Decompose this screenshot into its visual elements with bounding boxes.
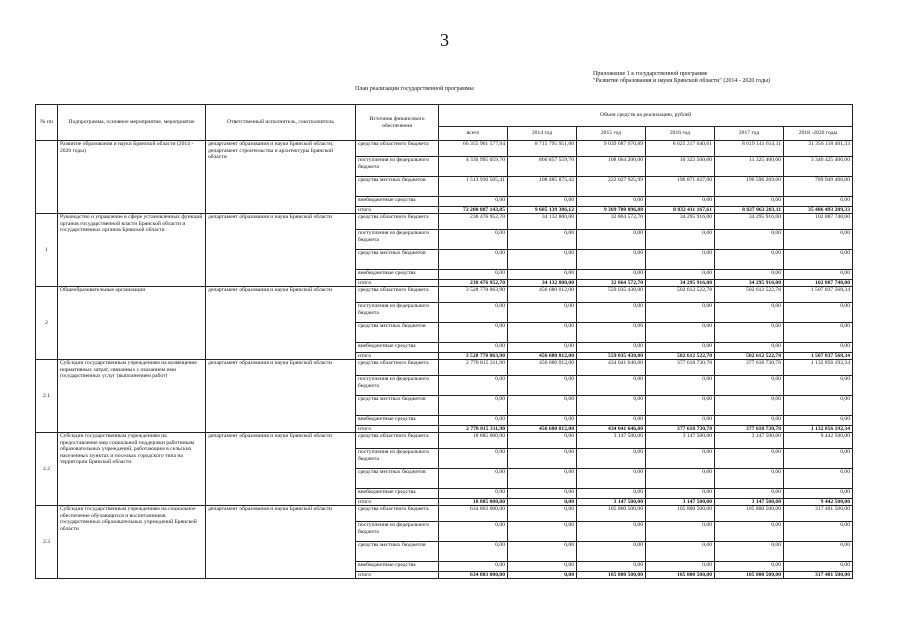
header-year-2017: 2017 год [715,127,784,141]
amount-cell: 18 885 000,00 [439,433,508,449]
amount-cell: 0,00 [439,469,508,489]
amount-cell: 0,00 [646,376,715,396]
amount-cell: 0,00 [439,562,508,572]
amount-cell: 3 147 500,00 [715,499,784,506]
amount-cell: 0,00 [577,396,646,416]
amount-cell: 0,00 [646,489,715,499]
amount-cell: 34 295 916,00 [646,214,715,230]
amount-cell: 0,00 [715,469,784,489]
amount-cell: 0,00 [577,343,646,353]
table-row [36,506,853,522]
amount-cell: 0,00 [577,376,646,396]
amount-cell: 317 401 500,00 [784,572,853,579]
amount-cell: 0,00 [646,303,715,323]
amount-cell: 10 322 500,00 [646,157,715,177]
amount-cell: 0,00 [784,250,853,270]
amount-cell: 0,00 [715,197,784,207]
amount-cell: 0,00 [784,343,853,353]
plan-table-body [36,141,853,579]
amount-cell: 434 041 646,00 [577,360,646,376]
amount-cell: 105 800 500,00 [577,506,646,522]
amount-cell: 0,00 [715,303,784,323]
funding-source: средства местных бюджетов [356,250,439,270]
amount-cell: 559 035 438,00 [577,287,646,303]
amount-cell: 3 528 778 063,90 [439,287,508,303]
amount-cell: 0,00 [439,303,508,323]
amount-cell: 32 864 572,70 [577,214,646,230]
plan-table [35,104,853,579]
amount-cell: 456 680 012,00 [508,287,577,303]
funding-source: внебюджетные средства [356,197,439,207]
amount-cell: 502 612 522,78 [715,353,784,360]
amount-cell: 0,00 [715,376,784,396]
funding-source: поступления из федерального бюджета [356,449,439,469]
amount-cell: 0,00 [439,270,508,280]
amount-cell: 32 864 572,70 [577,280,646,287]
amount-cell: 3 147 500,00 [715,433,784,449]
amount-cell: 0,00 [715,542,784,562]
funding-source: итого [356,353,439,360]
funding-source: средства областного бюджета [356,214,439,230]
measure-name: Субсидии государственным учреждениям на социальное обеспечение обучающихся и воспитанников государственных образовательных учреждений Брянской области [58,506,206,579]
amount-cell: 0,00 [715,270,784,280]
amount-cell: 1 132 856 192,34 [784,426,853,433]
executor: департамент образования и науки Брянской области, департамент строительства и архитектуры Брянской области [206,141,356,214]
amount-cell: 0,00 [508,572,577,579]
amount-cell: 377 618 730,78 [715,426,784,433]
amount-cell: 9 369 780 096,88 [577,207,646,214]
amount-cell: 0,00 [715,562,784,572]
row-number: 1 [36,214,58,287]
amount-cell: 634 803 000,00 [439,572,508,579]
amount-cell: 0,00 [784,562,853,572]
funding-source: средства областного бюджета [356,506,439,522]
appendix-line-1: Приложение 1 к государственной программе [593,71,708,77]
amount-cell: 3 147 500,00 [577,433,646,449]
header-num: № пп [36,105,58,141]
funding-source: итого [356,280,439,287]
amount-cell: 8 619 141 614,11 [715,141,784,157]
funding-source: итого [356,207,439,214]
appendix-note [593,71,770,85]
amount-cell: 0,00 [784,197,853,207]
amount-cell: 105 800 500,00 [646,572,715,579]
amount-cell: 0,00 [784,270,853,280]
amount-cell: 0,00 [577,197,646,207]
table-row [36,433,853,449]
funding-source: итого [356,572,439,579]
amount-cell: 0,00 [508,469,577,489]
amount-cell: 34 295 916,00 [646,280,715,287]
amount-cell: 0,00 [646,230,715,250]
amount-cell: 0,00 [577,416,646,426]
amount-cell: 1 513 930 505,41 [439,177,508,197]
measure-name: Развитие образования и науки Брянской области (2014 - 2020 годы) [58,141,206,214]
funding-source: поступления из федерального бюджета [356,303,439,323]
header-year-2016: 2016 год [646,127,715,141]
amount-cell: 196 596 269,00 [715,177,784,197]
amount-cell: 0,00 [646,522,715,542]
amount-cell: 0,00 [439,396,508,416]
header-year-total: всего [439,127,508,141]
amount-cell: 0,00 [646,323,715,343]
amount-cell: 0,00 [715,250,784,270]
amount-cell: 0,00 [508,542,577,562]
funding-source: внебюджетные средства [356,562,439,572]
amount-cell: 0,00 [439,230,508,250]
amount-cell: 2 778 815 311,90 [439,360,508,376]
amount-cell: 11 325 400,00 [715,157,784,177]
plan-title: План реализации государственной программы [355,86,474,92]
amount-cell: 377 618 730,78 [715,360,784,376]
funding-source: средства местных бюджетов [356,469,439,489]
amount-cell: 0,00 [715,396,784,416]
funding-source: поступления из федерального бюджета [356,230,439,250]
amount-cell: 0,00 [784,489,853,499]
amount-cell: 3 147 500,00 [646,433,715,449]
amount-cell: 0,00 [508,270,577,280]
amount-cell: 8 827 063 283,11 [715,207,784,214]
amount-cell: 0,00 [508,506,577,522]
amount-cell: 0,00 [577,270,646,280]
row-number: 2 [36,287,58,360]
amount-cell: 0,00 [577,489,646,499]
amount-cell: 0,00 [577,542,646,562]
amount-cell: 502 612 522,78 [715,287,784,303]
amount-cell: 0,00 [715,323,784,343]
amount-cell: 0,00 [784,449,853,469]
amount-cell: 0,00 [715,230,784,250]
amount-cell: 3 528 778 063,90 [439,353,508,360]
amount-cell: 0,00 [784,396,853,416]
amount-cell: 0,00 [439,343,508,353]
amount-cell: 789 949 408,00 [784,177,853,197]
amount-cell: 8 832 411 167,61 [646,207,715,214]
amount-cell: 860 857 559,70 [508,157,577,177]
measure-name: Руководство и управление в сфере установленных функций органов государственной власти Брянской области и государственных органов Брянской области [58,214,206,287]
amount-cell: 0,00 [577,449,646,469]
page-number: 3 [440,30,449,50]
amount-cell: 0,00 [577,250,646,270]
row-number: 2.3 [36,506,58,579]
amount-cell: 0,00 [508,250,577,270]
amount-cell: 1 507 837 568,34 [784,353,853,360]
amount-cell: 0,00 [577,562,646,572]
amount-cell: 31 356 118 401,33 [784,141,853,157]
amount-cell: 0,00 [577,469,646,489]
header-year-2018-2020: 2018 -2020 годы [784,127,853,141]
funding-source: поступления из федерального бюджета [356,376,439,396]
amount-cell: 3 147 500,00 [577,499,646,506]
amount-cell: 9 442 500,00 [784,499,853,506]
funding-source: средства местных бюджетов [356,396,439,416]
amount-cell: 196 871 027,00 [646,177,715,197]
amount-cell: 0,00 [784,230,853,250]
amount-cell: 102 887 748,00 [784,214,853,230]
amount-cell: 0,00 [508,343,577,353]
amount-cell: 8 715 795 951,00 [508,141,577,157]
amount-cell: 2 778 815 311,90 [439,426,508,433]
funding-source: итого [356,499,439,506]
amount-cell: 0,00 [784,416,853,426]
funding-source: средства областного бюджета [356,287,439,303]
amount-cell: 456 680 012,00 [508,360,577,376]
amount-cell: 0,00 [715,416,784,426]
amount-cell: 35 486 493 209,33 [784,207,853,214]
table-row [36,141,853,157]
amount-cell: 0,00 [715,489,784,499]
amount-cell: 456 680 012,00 [508,353,577,360]
funding-source: средства местных бюджетов [356,177,439,197]
amount-cell: 0,00 [439,542,508,562]
measure-name: Субсидии государственным учреждениям на предоставление мер социальной поддержки работникам образовательных учреждений, работающим в сельских населенных пунктах и поселках городского типа на территории Брянской области [58,433,206,506]
amount-cell: 0,00 [646,250,715,270]
amount-cell: 34 132 800,00 [508,214,577,230]
funding-source: поступления из федерального бюджета [356,157,439,177]
executor: департамент образования и науки Брянской области [206,506,356,579]
amount-cell: 102 887 748,00 [784,280,853,287]
amount-cell: 0,00 [508,449,577,469]
row-number: 2.1 [36,360,58,433]
amount-cell: 0,00 [646,270,715,280]
funding-source: внебюджетные средства [356,270,439,280]
amount-cell: 0,00 [577,323,646,343]
amount-cell: 0,00 [508,197,577,207]
amount-cell: 0,00 [439,376,508,396]
header-year-2015: 2015 год [577,127,646,141]
amount-cell: 0,00 [508,303,577,323]
amount-cell: 222 027 925,99 [577,177,646,197]
amount-cell: 0,00 [439,416,508,426]
funding-source: средства местных бюджетов [356,542,439,562]
header-executor: Ответственный исполнитель, соисполнитель [206,105,356,141]
amount-cell: 0,00 [715,343,784,353]
amount-cell: 0,00 [508,489,577,499]
amount-cell: 0,00 [646,396,715,416]
amount-cell: 0,00 [508,522,577,542]
amount-cell: 1 507 837 568,34 [784,287,853,303]
amount-cell: 0,00 [646,469,715,489]
amount-cell: 8 625 217 640,61 [646,141,715,157]
amount-cell: 108 064 200,00 [577,157,646,177]
header-volume: Объем средств на реализацию, рублей [439,105,853,127]
amount-cell: 456 680 012,00 [508,426,577,433]
funding-source: внебюджетные средства [356,416,439,426]
amount-cell: 0,00 [646,343,715,353]
amount-cell: 0,00 [646,542,715,562]
amount-cell: 0,00 [715,522,784,542]
funding-source: внебюджетные средства [356,489,439,499]
funding-source: поступления из федерального бюджета [356,522,439,542]
amount-cell: 0,00 [439,323,508,343]
amount-cell: 0,00 [784,376,853,396]
amount-cell: 377 618 730,78 [646,360,715,376]
amount-cell: 0,00 [508,230,577,250]
amount-cell: 0,00 [439,522,508,542]
amount-cell: 0,00 [508,396,577,416]
amount-cell: 0,00 [646,416,715,426]
amount-cell: 377 618 730,78 [646,426,715,433]
table-row [36,360,853,376]
amount-cell: 34 295 916,00 [715,214,784,230]
amount-cell: 105 800 500,00 [715,572,784,579]
executor: департамент образования и науки Брянской области [206,433,356,506]
executor: департамент образования и науки Брянской области [206,360,356,433]
amount-cell: 34 132 800,00 [508,280,577,287]
row-number [36,141,58,214]
amount-cell: 634 803 000,00 [439,506,508,522]
amount-cell: 9 039 687 970,89 [577,141,646,157]
measure-name: Общеобразовательные организации [58,287,206,360]
funding-source: средства областного бюджета [356,433,439,449]
amount-cell: 502 612 522,78 [646,353,715,360]
funding-source: средства местных бюджетов [356,323,439,343]
amount-cell: 0,00 [508,376,577,396]
amount-cell: 0,00 [508,499,577,506]
amount-cell: 4 330 995 059,70 [439,157,508,177]
amount-cell: 105 800 500,00 [646,506,715,522]
amount-cell: 3 147 500,00 [646,499,715,506]
amount-cell: 72 200 887 143,05 [439,207,508,214]
amount-cell: 0,00 [784,303,853,323]
amount-cell: 9 685 139 386,12 [508,207,577,214]
table-row [36,287,853,303]
amount-cell: 3 340 425 400,00 [784,157,853,177]
measure-name: Субсидии государственным учреждениям на возмещение нормативных затрат, связанных с оказанием ими государственных услуг (выполнением работ) [58,360,206,433]
amount-cell: 105 800 500,00 [715,506,784,522]
amount-cell: 0,00 [439,489,508,499]
amount-cell: 0,00 [646,197,715,207]
amount-cell: 0,00 [646,562,715,572]
executor: департамент образования и науки Брянской области [206,214,356,287]
header-year-2014: 2014 год [508,127,577,141]
amount-cell: 18 885 000,00 [439,499,508,506]
amount-cell: 0,00 [577,522,646,542]
amount-cell: 0,00 [508,323,577,343]
header-source: Источник финансового обеспечения [356,105,439,141]
amount-cell: 34 295 916,00 [715,280,784,287]
funding-source: средства областного бюджета [356,141,439,157]
amount-cell: 0,00 [784,522,853,542]
funding-source: внебюджетные средства [356,343,439,353]
amount-cell: 66 355 961 577,94 [439,141,508,157]
amount-cell: 0,00 [508,433,577,449]
amount-cell: 108 485 875,42 [508,177,577,197]
funding-source: средства областного бюджета [356,360,439,376]
table-row [36,214,853,230]
amount-cell: 0,00 [646,449,715,469]
amount-cell: 0,00 [439,250,508,270]
executor: департамент образования и науки Брянской области [206,287,356,360]
amount-cell: 0,00 [715,449,784,469]
amount-cell: 0,00 [439,197,508,207]
amount-cell: 0,00 [508,416,577,426]
amount-cell: 0,00 [784,323,853,343]
amount-cell: 9 442 500,00 [784,433,853,449]
amount-cell: 502 612 522,78 [646,287,715,303]
amount-cell: 0,00 [577,230,646,250]
amount-cell: 0,00 [439,449,508,469]
amount-cell: 0,00 [508,562,577,572]
amount-cell: 1 132 856 192,34 [784,360,853,376]
amount-cell: 317 401 500,00 [784,506,853,522]
funding-source: итого [356,426,439,433]
amount-cell: 238 476 952,70 [439,214,508,230]
amount-cell: 559 035 438,00 [577,353,646,360]
amount-cell: 0,00 [784,542,853,562]
amount-cell: 105 800 500,00 [577,572,646,579]
amount-cell: 0,00 [784,469,853,489]
header-name: Подпрограмма, основное мероприятие, мероприятие [58,105,206,141]
amount-cell: 434 041 646,00 [577,426,646,433]
appendix-line-2: "Развитие образования и науки Брянской области" (2014 - 2020 годы) [593,78,771,84]
row-number: 2.2 [36,433,58,506]
amount-cell: 238 476 952,70 [439,280,508,287]
amount-cell: 0,00 [577,303,646,323]
